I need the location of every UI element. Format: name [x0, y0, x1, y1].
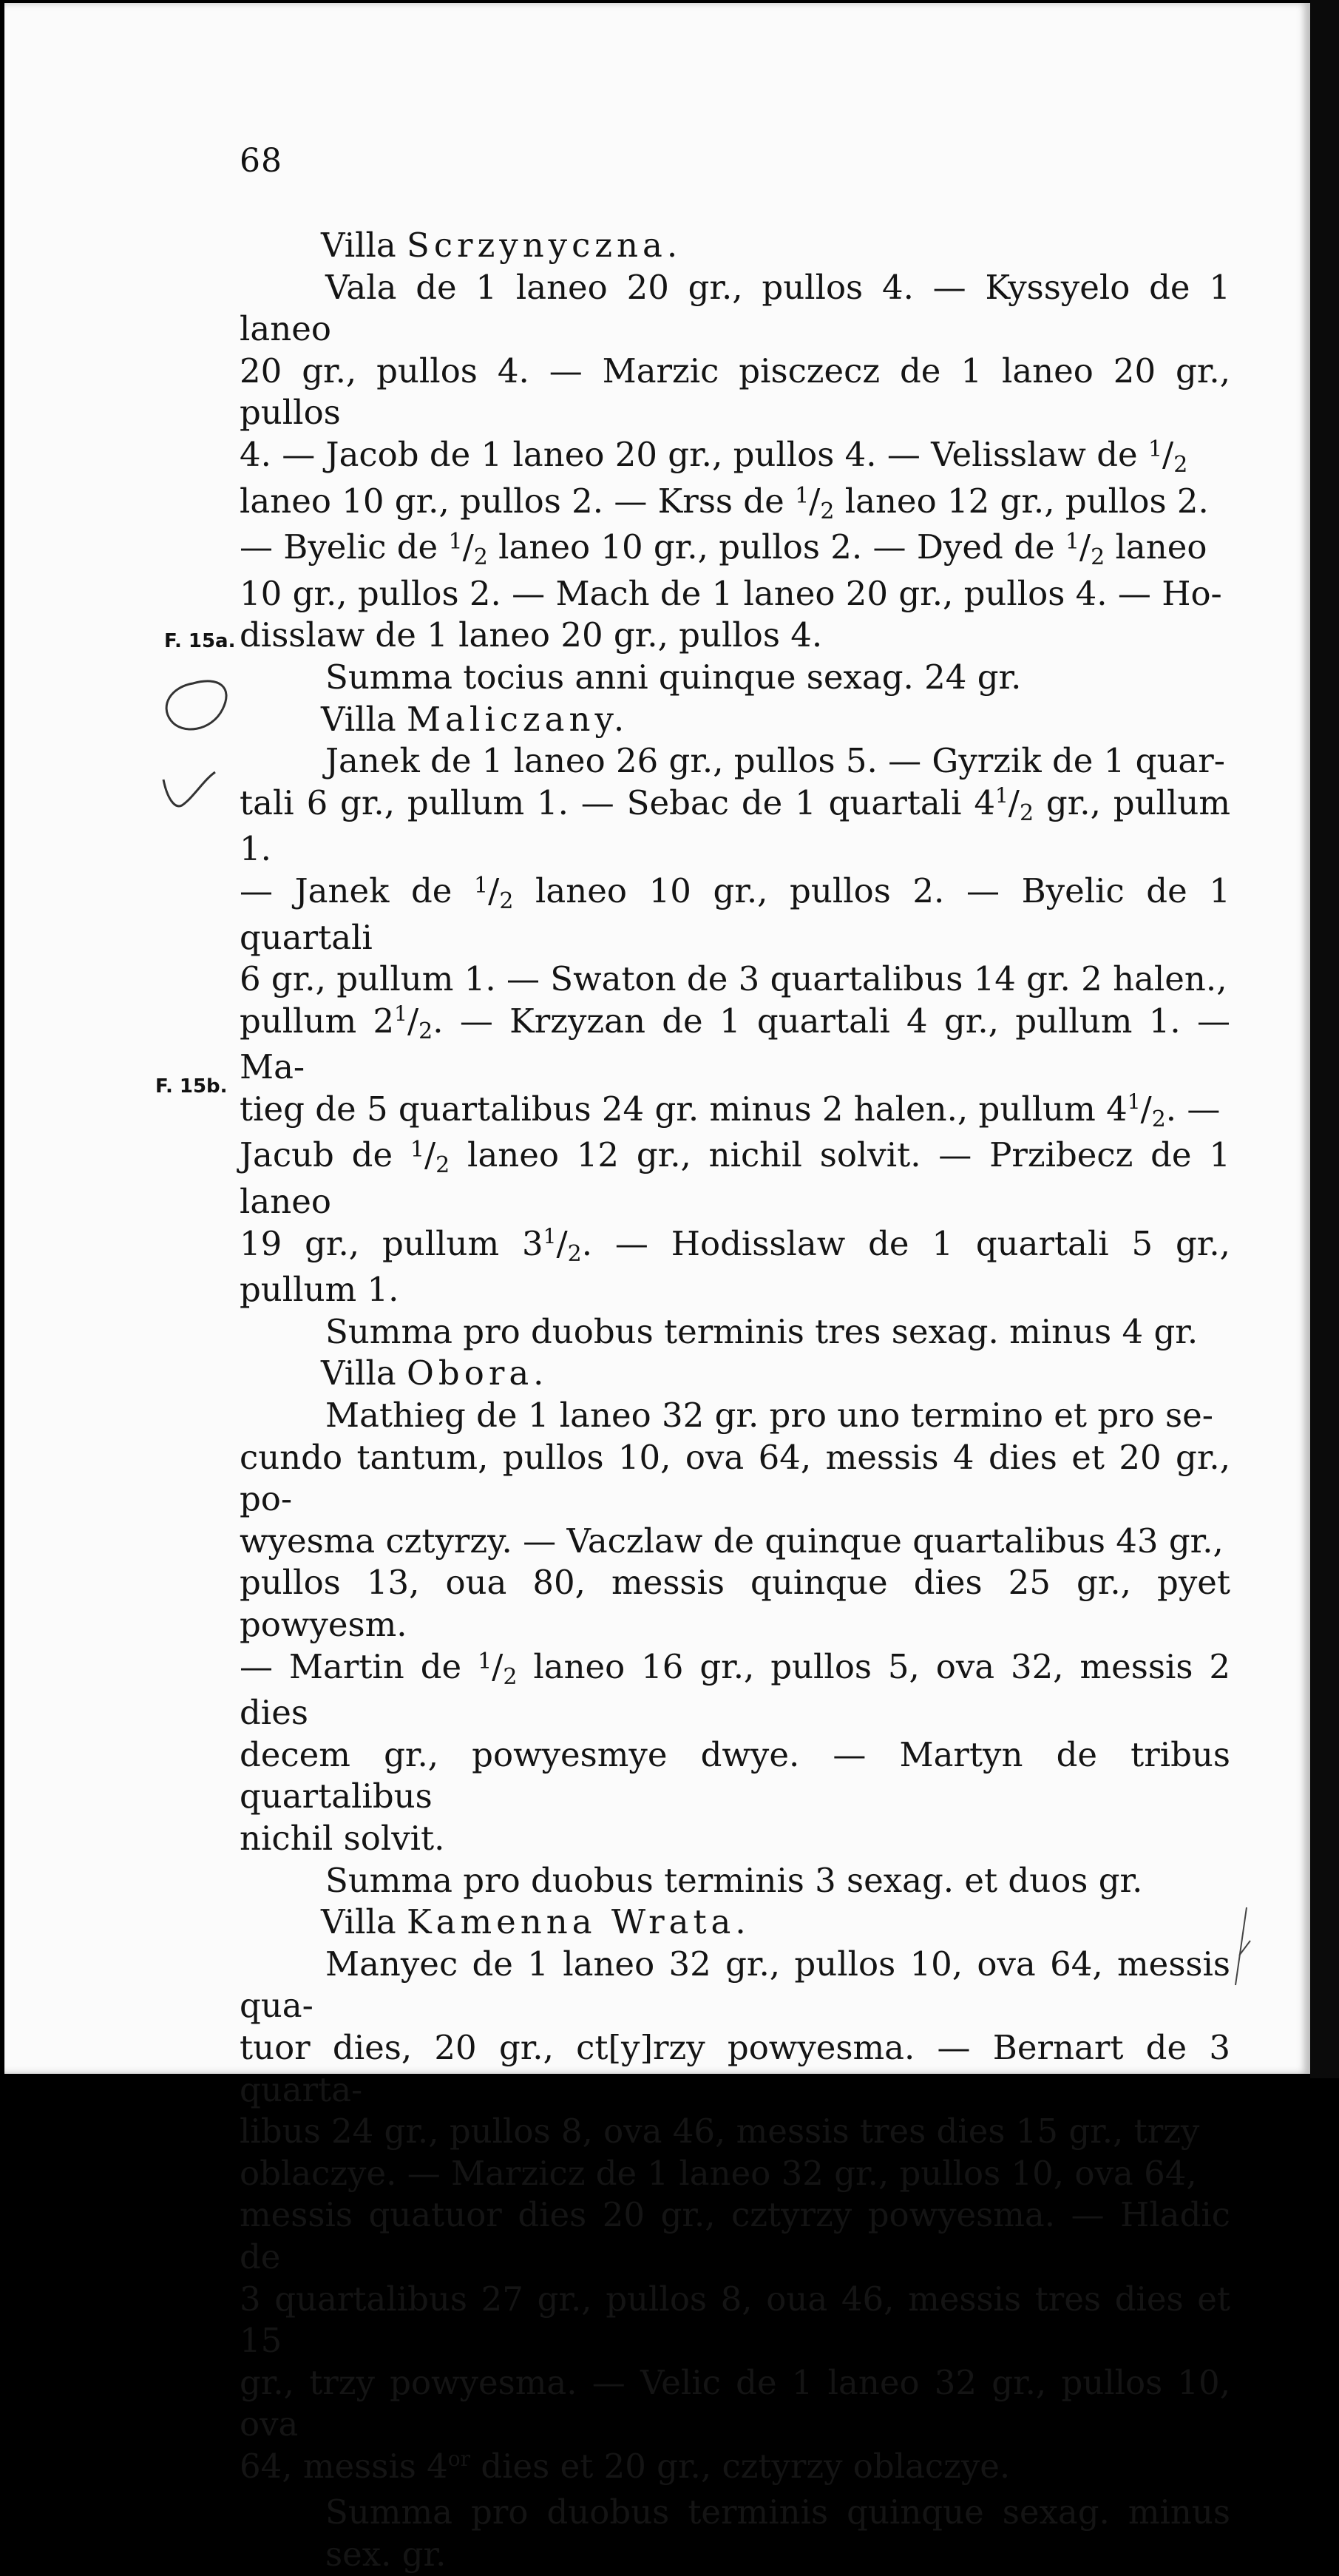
- entry-paragraph: Mathieg de 1 laneo 32 gr. pro uno termino et pro se- cundo tantum, pullos 10, ova 64, messis 4 dies et 20 gr., po- wyesma cztyrzy. — Vaczlaw de quinque quartalibus 43 gr., pullos 13, oua 80, messis quinque dies 25 gr., pyet powyesm. — Martin de $^1$/2 laneo 16 gr., pullos 5, ova 32, messis 2 dies decem gr., powyesmye dwye. — Martyn de tribus quartalibus nichil solvit.: [240, 1396, 1231, 1858]
- villa-heading: Villa Scrzynyczna.: [321, 226, 682, 265]
- villa-heading: Villa Obora.: [321, 1353, 549, 1393]
- document-page: [4, 3, 1310, 2575]
- entry-paragraph: Janek de 1 laneo 26 gr., pullos 5. — Gyrzik de 1 quar- tali 6 gr., pullum 1. — Sebac de 1 quartali $4^1/2$ gr., pullum 1. — Janek de $^1$/2 laneo 10 gr., pullos 2. — Byelic de 1 quartali 6 gr., pullum 1. — Swaton de 3 quartalibus 14 gr. 2 halen., pullum $2^1/2$. — Krzyzan de 1 quartali 4 gr., pullum 1. — Ma- tieg de 5 quartalibus 24 gr. minus 2 halen., pullum $4^1/2$. — Jacub de $^1$/2 laneo 12 gr., nichil solvit. — Przibecz de 1 laneo 19 gr., pullum $3^1/2$. — Hodisslaw de 1 quartali 5 gr., pullum 1.: [240, 741, 1230, 1310]
- page-number: 68: [240, 142, 282, 180]
- margin-note-f15b: F. 15b.: [155, 1075, 228, 1098]
- summa-line: Summa pro duobus terminis quinque sexag. minus sex. gr.: [325, 2492, 1230, 2575]
- villa-heading: Villa Kamenna Wrata.: [321, 1902, 750, 1942]
- villa-heading: Villa Maliczany.: [321, 699, 629, 739]
- scan-dark-edge: [1310, 0, 1339, 2078]
- pencil-mark-circle: [152, 669, 241, 817]
- entry-paragraph: Vala de 1 laneo 20 gr., pullos 4. — Kyssyelo de 1 laneo 20 gr., pullos 4. — Marzic pisczecz de 1 laneo 20 gr., pullos 4. — Jacob de 1 laneo 20 gr., pullos 4. — Velisslaw de $^1$/2 laneo 10 gr., pullos 2. — Krss de $^1$/2 laneo 12 gr., pullos 2. — Byelic de $^1$/2 laneo 10 gr., pullos 2. — Dyed de $^1$/2 laneo 10 gr., pullos 2. — Mach de 1 laneo 20 gr., pullos 4. — Ho- disslaw de 1 laneo 20 gr., pullos 4.: [240, 267, 1230, 655]
- text-block: [240, 225, 1230, 2576]
- summa-line: Summa pro duobus terminis 3 sexag. et duos gr.: [325, 1860, 1143, 1900]
- summa-line: Summa tocius anni quinque sexag. 24 gr.: [325, 657, 1022, 697]
- summa-line: Summa pro duobus terminis tres sexag. minus 4 gr.: [325, 1311, 1199, 1351]
- margin-note-f15a: F. 15a.: [164, 630, 236, 652]
- entry-paragraph: Manyec de 1 laneo 32 gr., pullos 10, ova 64, messis qua- tuor dies, 20 gr., ct[y]rzy powyesma. — Bernart de 3 quarta- libus 24 gr., pullos 8, ova 46, messis tres dies 15 gr., trzy oblaczye. — Marzicz de 1 laneo 32 gr., pullos 10, ova 64, messis quatuor dies 20 gr., cztyrzy powyesma. — Hladic de 3 quartalibus 27 gr., pullos 8, oua 46, messis tres dies et 15 gr., trzy powyesma. — Velic de 1 laneo 32 gr., pullos 10, ova 64, messis $4^{or}$ dies et 20 gr., cztyrzy oblaczye.: [240, 1944, 1230, 2486]
